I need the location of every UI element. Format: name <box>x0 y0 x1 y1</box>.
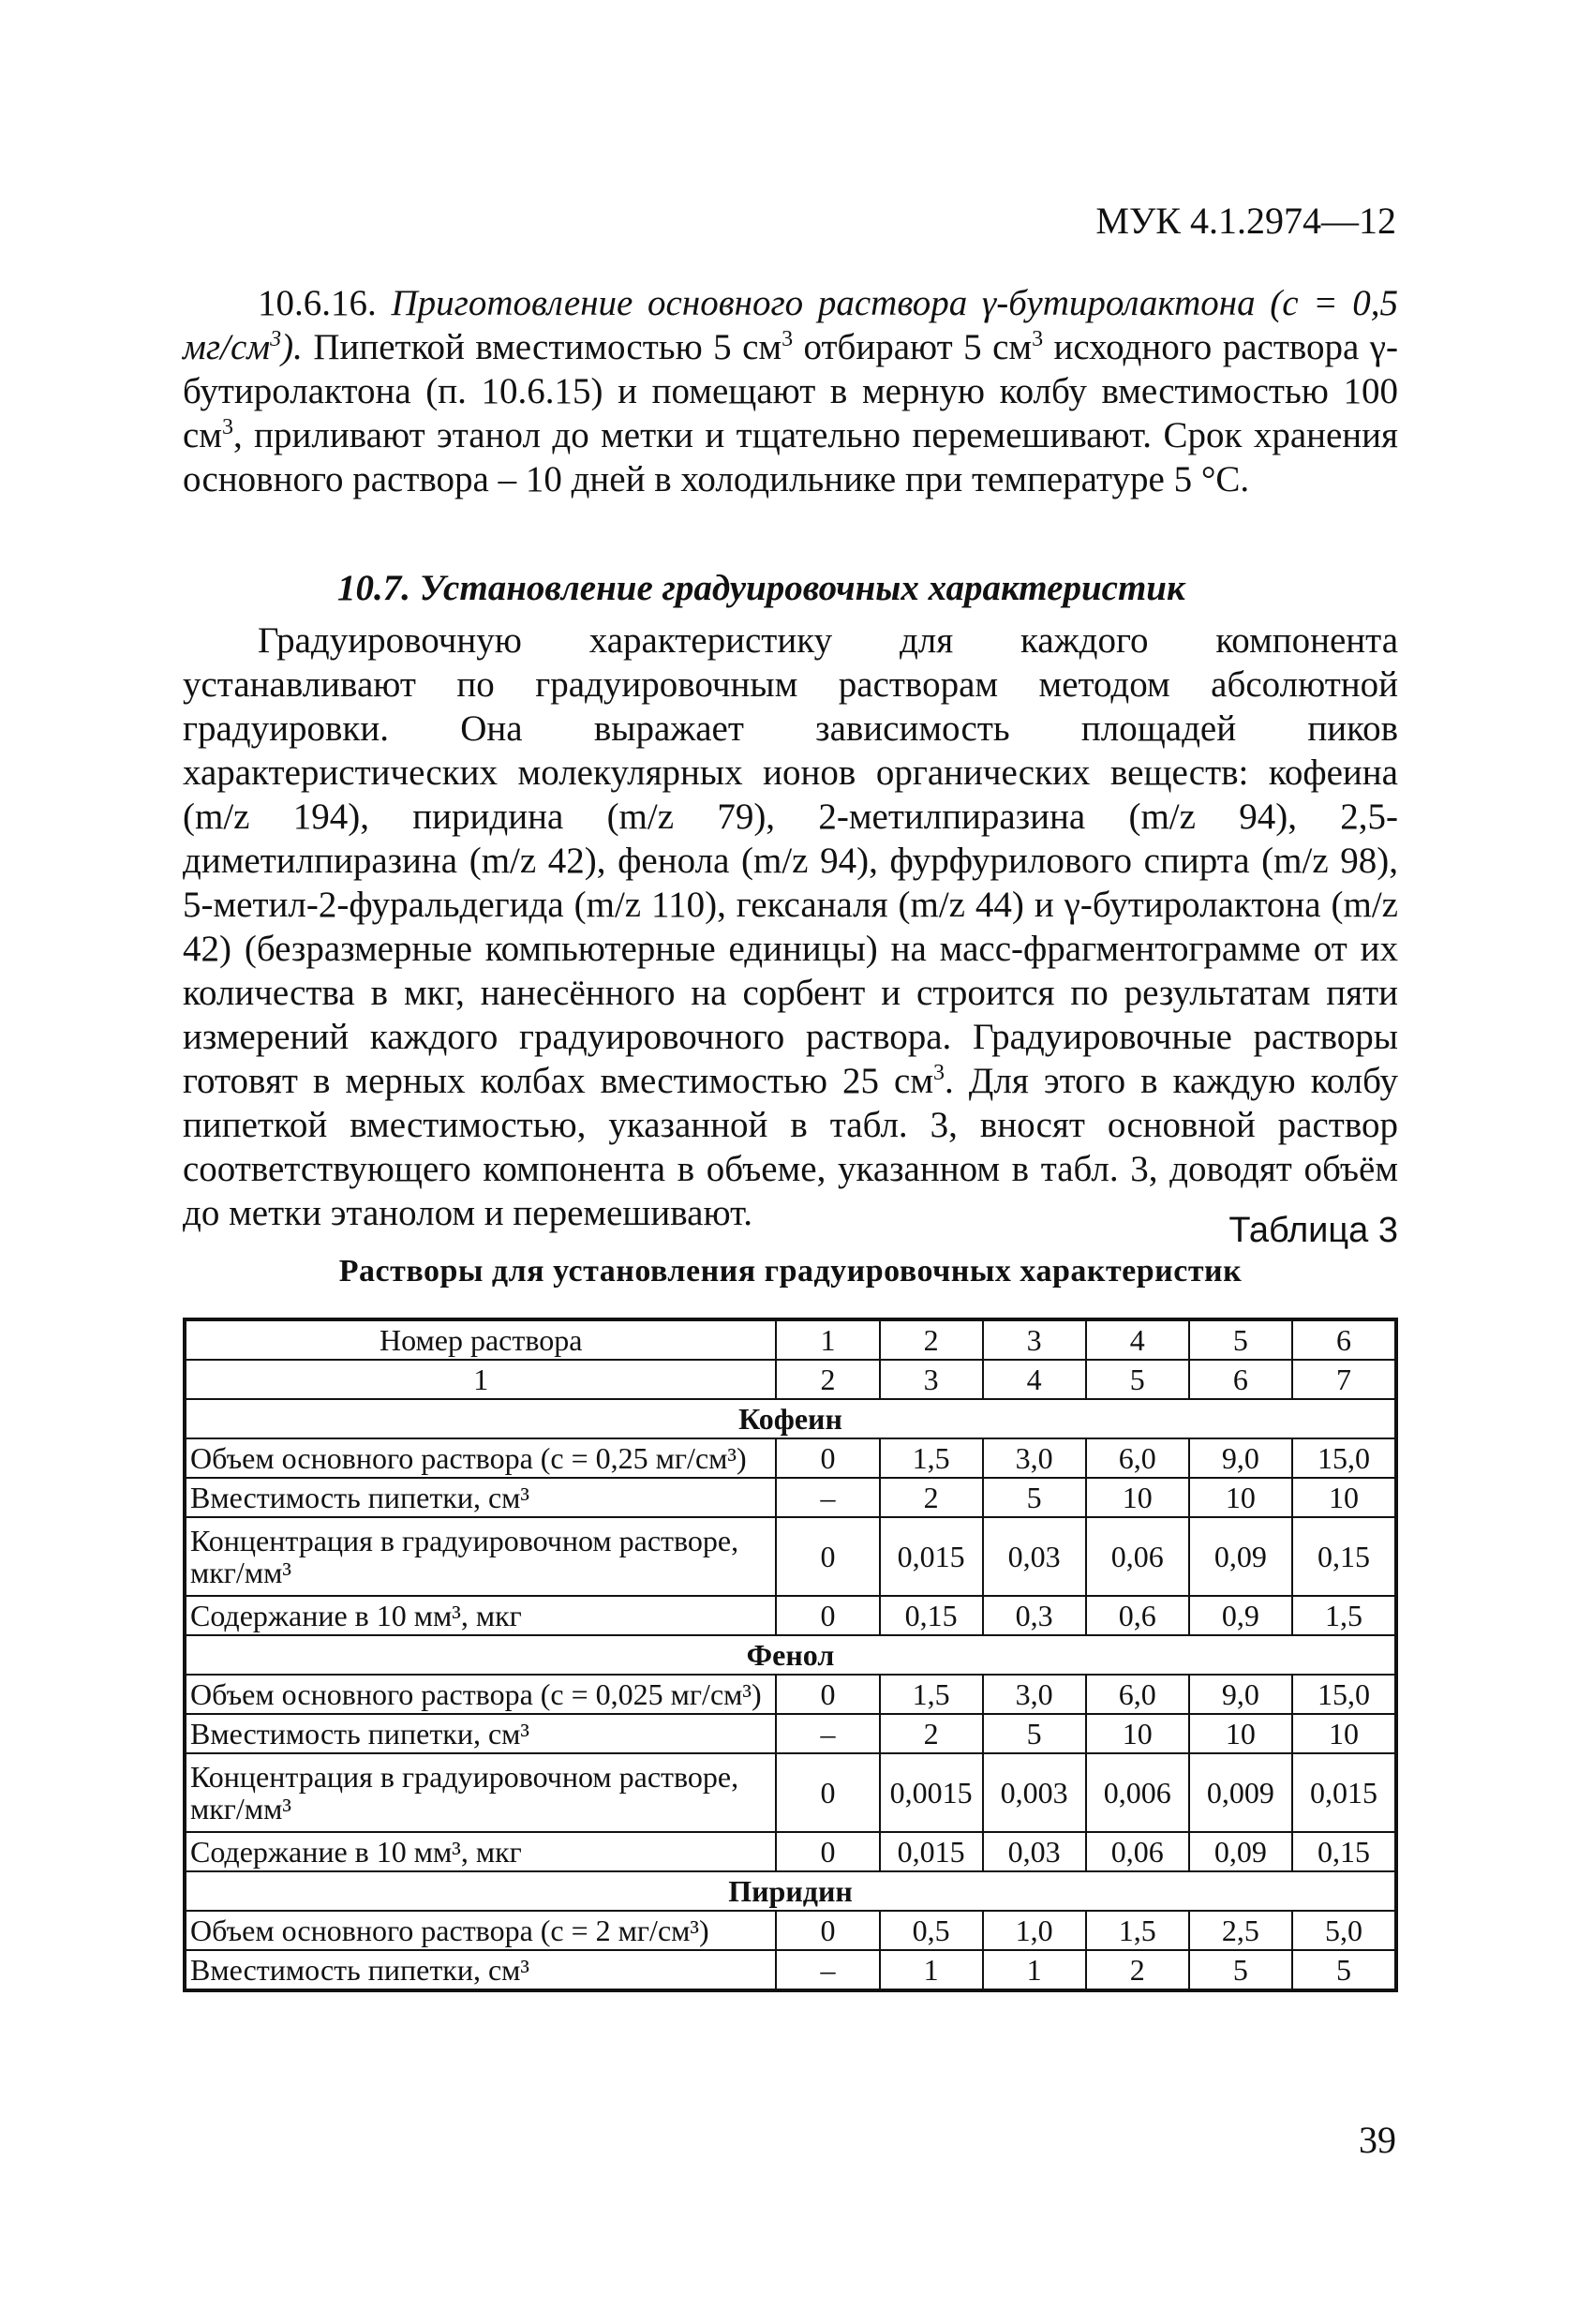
table-cell: 10 <box>1086 1714 1189 1753</box>
table-row <box>185 1753 1396 1832</box>
table-row <box>185 1478 1396 1517</box>
table-cell: – <box>776 1714 879 1753</box>
table-cell: 1,5 <box>1086 1911 1189 1950</box>
table-cell: 15,0 <box>1292 1675 1396 1714</box>
row-label: Номер раствора <box>185 1319 776 1360</box>
table-cell: 3,0 <box>983 1675 1086 1714</box>
row-label: Объем основного раствора (с = 0,25 мг/см³) <box>185 1438 776 1478</box>
table-cell: 10 <box>1292 1714 1396 1753</box>
table-cell: 0,006 <box>1086 1753 1189 1832</box>
table-caption: Таблица 3 <box>1228 1211 1398 1250</box>
table-cell: 0,009 <box>1189 1753 1292 1832</box>
table-cell: 1 <box>776 1319 879 1360</box>
table-cell: 0 <box>776 1753 879 1832</box>
table-row <box>185 1950 1396 1990</box>
table-cell: 2 <box>1086 1950 1189 1990</box>
table-row <box>185 1714 1396 1753</box>
paragraph-text: , приливают этанол до метки и тщательно перемешивают. Срок хранения основного раствора – 10 дней в холодильнике при температуре 5 °С. <box>183 415 1398 499</box>
section-row <box>185 1635 1396 1675</box>
table-cell: 0,3 <box>983 1596 1086 1635</box>
table-cell: 9,0 <box>1189 1438 1292 1478</box>
table-cell: 0,15 <box>1292 1832 1396 1871</box>
column-index-row <box>185 1360 1396 1399</box>
table-cell: 9,0 <box>1189 1675 1292 1714</box>
table-cell: 0,06 <box>1086 1832 1189 1871</box>
table-cell: 0 <box>776 1675 879 1714</box>
table-cell: 3 <box>983 1319 1086 1360</box>
section-name: Фенол <box>185 1635 1396 1675</box>
paragraph-number: 10.6.16. <box>258 283 377 323</box>
paragraph-text: Пипеткой вместимостью 5 см <box>302 327 782 367</box>
table-cell: 4 <box>1086 1319 1189 1360</box>
table-cell: 10 <box>1189 1714 1292 1753</box>
table-cell: 6,0 <box>1086 1675 1189 1714</box>
row-label: Концентрация в градуировочном растворе, мкг/мм³ <box>185 1517 776 1596</box>
table-row <box>185 1596 1396 1635</box>
table-cell: 0,015 <box>880 1517 983 1596</box>
row-label: Вместимость пипетки, см³ <box>185 1950 776 1990</box>
paragraph-text: исходного раствора γ-бутиролактона (п. 10.6.15) и помещают в мерную колбу вместимостью 100 см <box>183 327 1398 455</box>
table-cell: 2 <box>880 1319 983 1360</box>
section-name: Пиридин <box>185 1871 1396 1911</box>
table-cell: 10 <box>1292 1478 1396 1517</box>
table-body <box>185 1319 1396 1990</box>
table-cell: 0,003 <box>983 1753 1086 1832</box>
table-cell: 0 <box>776 1438 879 1478</box>
table-cell: 1 <box>983 1950 1086 1990</box>
row-label: Концентрация в градуировочном растворе, мкг/мм³ <box>185 1753 776 1832</box>
row-label: Содержание в 10 мм³, мкг <box>185 1832 776 1871</box>
superscript: 3 <box>270 327 282 351</box>
row-label: 1 <box>185 1360 776 1399</box>
table-cell: 4 <box>983 1360 1086 1399</box>
table-cell: 3 <box>880 1360 983 1399</box>
table-cell: 10 <box>1189 1478 1292 1517</box>
table-cell: 0,15 <box>880 1596 983 1635</box>
section-name: Кофеин <box>185 1399 1396 1438</box>
header-row <box>185 1319 1396 1360</box>
paragraph-calibration <box>183 618 1398 1235</box>
section-row <box>185 1399 1396 1438</box>
table-cell: 1 <box>880 1950 983 1990</box>
table-row <box>185 1675 1396 1714</box>
paragraph-title-close: ). <box>281 327 303 367</box>
superscript: 3 <box>1032 327 1044 351</box>
table-cell: 0,15 <box>1292 1517 1396 1596</box>
table-cell: 6 <box>1189 1360 1292 1399</box>
table-cell: 0 <box>776 1832 879 1871</box>
row-label: Содержание в 10 мм³, мкг <box>185 1596 776 1635</box>
table-cell: 0,0015 <box>880 1753 983 1832</box>
table-cell: 1,5 <box>1292 1596 1396 1635</box>
table-row <box>185 1517 1396 1596</box>
table-cell: 5,0 <box>1292 1911 1396 1950</box>
table-cell: 0,6 <box>1086 1596 1189 1635</box>
table-cell: 0,5 <box>880 1911 983 1950</box>
table-cell: 10 <box>1086 1478 1189 1517</box>
paragraph-text: Градуировочную характеристику для каждого компонента устанавливают по градуировочным растворам методом абсолютной градуировки. Она выражает зависимость площадей пиков характеристических молекулярных ионов органических веществ: кофеина (m/z 194), пиридина (m/z 79), 2-метилпиразина (m/z 94), 2,5-диметилпиразина (m/z 42), фенола (m/z 94), фурфурилового спирта (m/z 98), 5-метил-2-фуральдегида (m/z 110), гексаналя (m/z 44) и γ-бутиролактона (m/z 42) (безразмерные компьютерные единицы) на масс-фрагментограмме от их количества в мкг, нанесённого на сорбент и строится по результатам пяти измерений каждого градуировочного раствора. Градуировочные растворы готовят в мерных колбах вместимостью 25 см <box>183 620 1398 1101</box>
table-cell: 5 <box>1086 1360 1189 1399</box>
table-cell: 0,03 <box>983 1832 1086 1871</box>
table-title: Растворы для установления градуировочных характеристик <box>338 1254 1243 1289</box>
table-cell: 1,5 <box>880 1438 983 1478</box>
table-cell: 2 <box>880 1714 983 1753</box>
table-cell: 0,9 <box>1189 1596 1292 1635</box>
table-cell: 0 <box>776 1911 879 1950</box>
section-row <box>185 1871 1396 1911</box>
table-row <box>185 1438 1396 1478</box>
table-cell: 5 <box>1189 1319 1292 1360</box>
solutions-table <box>183 1318 1398 1992</box>
table-cell: 2 <box>776 1360 879 1399</box>
paragraph-text: отбирают 5 см <box>793 327 1033 367</box>
row-label: Объем основного раствора (с = 0,025 мг/см³) <box>185 1675 776 1714</box>
table-cell: 1,0 <box>983 1911 1086 1950</box>
table-cell: 15,0 <box>1292 1438 1396 1478</box>
table-cell: 0,09 <box>1189 1517 1292 1596</box>
row-label: Объем основного раствора (с = 2 мг/см³) <box>185 1911 776 1950</box>
table-cell: 6,0 <box>1086 1438 1189 1478</box>
document-id: МУК 4.1.2974—12 <box>1095 200 1396 242</box>
table-cell: 0 <box>776 1517 879 1596</box>
table-cell: 0,015 <box>880 1832 983 1871</box>
paragraph-10-6-16 <box>183 281 1398 501</box>
table-cell: 7 <box>1292 1360 1396 1399</box>
table-cell: 5 <box>983 1714 1086 1753</box>
table-cell: 1,5 <box>880 1675 983 1714</box>
table-cell: 3,0 <box>983 1438 1086 1478</box>
table-cell: 5 <box>983 1478 1086 1517</box>
table-row <box>185 1911 1396 1950</box>
table-cell: 0,03 <box>983 1517 1086 1596</box>
table-cell: 6 <box>1292 1319 1396 1360</box>
table-cell: 5 <box>1189 1950 1292 1990</box>
superscript: 3 <box>782 327 794 351</box>
table-cell: 0,06 <box>1086 1517 1189 1596</box>
page-number: 39 <box>1359 2119 1396 2161</box>
section-heading: 10.7. Установление градуировочных характеристик <box>337 568 1185 608</box>
table-cell: 5 <box>1292 1950 1396 1990</box>
table-cell: 2 <box>880 1478 983 1517</box>
table-cell: 0,015 <box>1292 1753 1396 1832</box>
row-label: Вместимость пипетки, см³ <box>185 1478 776 1517</box>
table-cell: – <box>776 1478 879 1517</box>
row-label: Вместимость пипетки, см³ <box>185 1714 776 1753</box>
table-cell: 0 <box>776 1596 879 1635</box>
table-cell: 2,5 <box>1189 1911 1292 1950</box>
paragraph-text: . Для этого в каждую колбу пипеткой вместимостью, указанной в табл. 3, вносят основной раствор соответствующего компонента в объеме, указанном в табл. 3, доводят объём до метки этанолом и перемешивают. <box>183 1061 1398 1233</box>
table-cell: 0,09 <box>1189 1832 1292 1871</box>
table-cell: – <box>776 1950 879 1990</box>
superscript: 3 <box>933 1061 945 1085</box>
table-row <box>185 1832 1396 1871</box>
paragraph-title: Приготовление основного раствора γ-бутиролактона (с = 0,5 мг/см <box>183 283 1398 367</box>
superscript: 3 <box>222 415 233 439</box>
